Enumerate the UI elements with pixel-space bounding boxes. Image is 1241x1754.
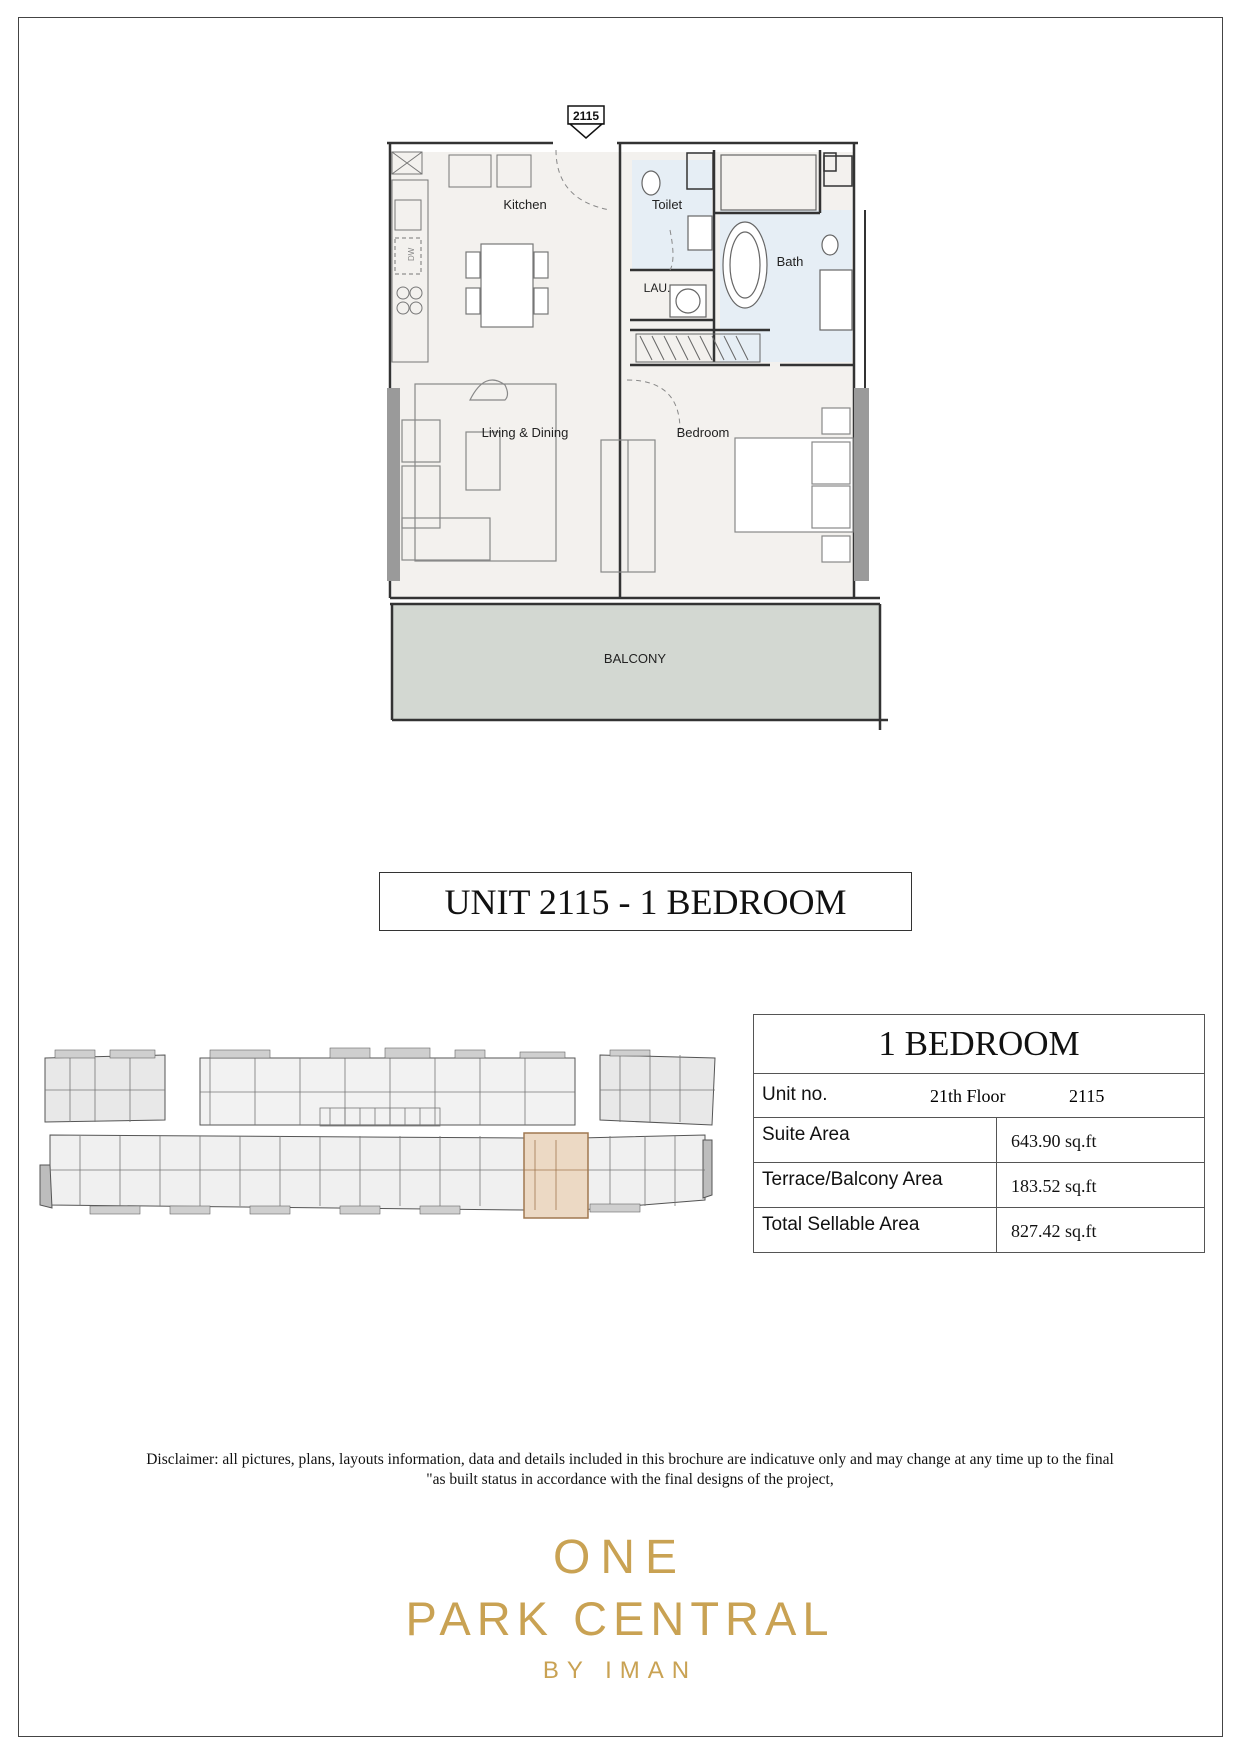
left-column [387, 388, 400, 581]
spec-row-value: 183.52 sq.ft [1011, 1176, 1097, 1196]
logo-line-3: BY IMAN [542, 1657, 698, 1684]
logo-line-1: ONE [552, 1531, 687, 1584]
unit-tag-label: 2115 [572, 109, 600, 123]
disclaimer [60, 1450, 1200, 1490]
living-label: Living & Dining [481, 425, 569, 440]
spec-row-value: 643.90 sq.ft [1011, 1131, 1097, 1151]
dw-label: DW [407, 247, 416, 261]
unit-spec-table [753, 1014, 1205, 1253]
unit-number-value: 2115 [1069, 1086, 1105, 1106]
kitchen-label: Kitchen [503, 197, 547, 212]
unit-tag [568, 106, 604, 138]
lau-label: LAU. [643, 281, 671, 295]
right-column [854, 388, 869, 581]
spec-unit-row [754, 1074, 1204, 1118]
key-plan [30, 1040, 730, 1230]
logo-line-2: PARK CENTRAL [405, 1592, 835, 1645]
spec-row-suite-area [754, 1118, 1204, 1163]
floor-value: 21th Floor [930, 1086, 1006, 1106]
balcony-label: BALCONY [603, 651, 667, 666]
unit-floor-plan [380, 100, 900, 740]
unit-title: UNIT 2115 - 1 BEDROOM [379, 872, 912, 931]
toilet-label: Toilet [651, 197, 683, 212]
building-outline [40, 1055, 715, 1210]
brand-logo [340, 1530, 900, 1686]
unit-no-label: Unit no. [762, 1084, 828, 1105]
spec-row-total-area [754, 1208, 1204, 1252]
spec-row-value: 827.42 sq.ft [1011, 1221, 1097, 1241]
spec-row-label: Suite Area [754, 1118, 997, 1162]
spec-heading: 1 BEDROOM [754, 1015, 1204, 1074]
spec-row-label: Total Sellable Area [754, 1208, 997, 1252]
spec-row-label: Terrace/Balcony Area [754, 1163, 997, 1207]
bedroom-label: Bedroom [676, 425, 730, 440]
disclaimer-line-1: Disclaimer: all pictures, plans, layouts information, data and details included in this brochure are indicatuve only and may change at any time up to the final [146, 1451, 1114, 1468]
bath-label: Bath [776, 254, 804, 269]
spec-row-balcony-area [754, 1163, 1204, 1208]
disclaimer-line-2: "as built status in accordance with the final designs of the project, [426, 1471, 834, 1488]
